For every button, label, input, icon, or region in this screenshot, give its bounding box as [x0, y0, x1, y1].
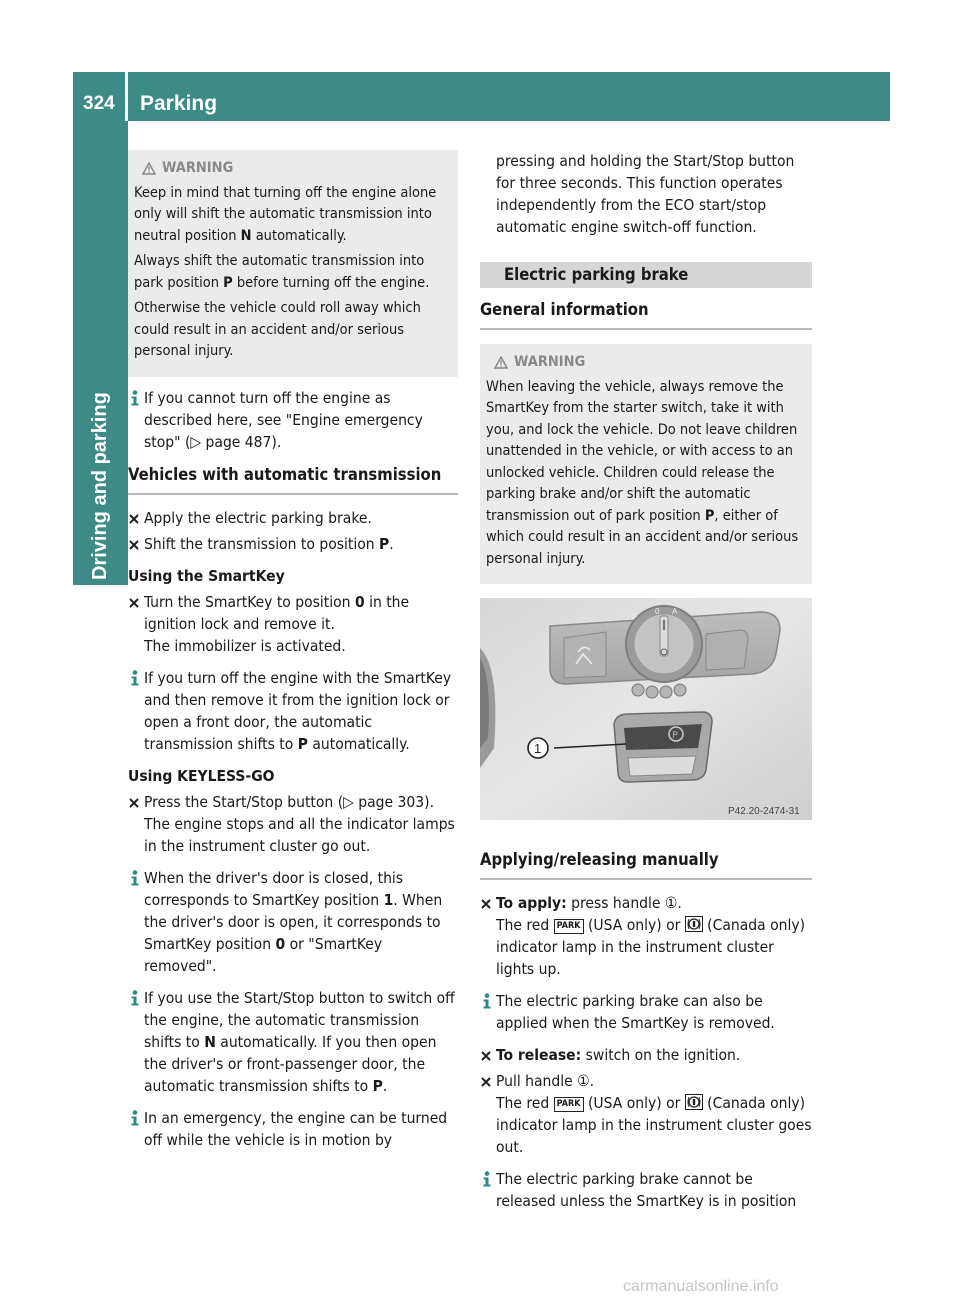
parking-brake-indicator-icon [685, 1094, 703, 1110]
info-icon [128, 670, 141, 686]
subheading-smartkey: Using the SmartKey [128, 566, 285, 585]
warning-title: WARNING [486, 352, 806, 374]
step-item: To apply: press handle ①. The red PARK (USA only) or (Canada only) indicator lamp in the instrument cluster lights up. [480, 892, 812, 980]
step-x-icon [129, 798, 139, 808]
warning-triangle-icon [142, 162, 156, 175]
warning-title: WARNING [134, 158, 452, 180]
step-x-icon [129, 514, 139, 524]
right-column [480, 150, 812, 1222]
lightswitch-mark-p: P [632, 613, 638, 622]
step-item: To release: switch on the ignition. [480, 1044, 812, 1066]
chapter-heading: Electric parking brake [480, 262, 812, 288]
lightswitch-mark-a: A [672, 607, 678, 616]
photo-code: P42.20-2474-31 [728, 806, 800, 817]
step-item: Pull handle ①. The red PARK (USA only) or (Canada only) indicator lamp in the instrument cluster goes out. [480, 1070, 812, 1158]
section-heading: Applying/releasing manually [480, 848, 812, 880]
left-column [128, 150, 458, 1161]
info-icon [480, 1171, 493, 1187]
lightswitch-mark-zero: 0 [655, 607, 660, 616]
step-x-icon [481, 899, 491, 909]
info-note: When the driver's door is closed, this corresponds to SmartKey position 1. When the driver's door is open, it corresponds to SmartKey position 0 or "SmartKey removed". [128, 867, 458, 977]
info-icon [128, 870, 141, 886]
step-x-icon [129, 540, 139, 550]
step-x-icon [129, 598, 139, 608]
parking-brake-illustration [480, 598, 812, 820]
page-title: Parking [140, 92, 218, 115]
info-note: The electric parking brake can also be applied when the SmartKey is removed. [480, 990, 812, 1034]
section-heading: Vehicles with automatic transmission [128, 463, 458, 495]
step-item: Shift the transmission to position P. [128, 533, 458, 555]
callout-1: 1 [534, 741, 542, 756]
parking-brake-photo [480, 598, 812, 820]
watermark: carmanualsonline.info [623, 1278, 779, 1295]
step-x-icon [481, 1051, 491, 1061]
info-icon [128, 390, 141, 406]
parking-brake-indicator-icon [685, 916, 703, 932]
header-separator [125, 72, 128, 121]
section-heading: General information [480, 298, 812, 330]
step-item: Apply the electric parking brake. [128, 507, 458, 529]
warning-para: Otherwise the vehicle could roll away which could result in an accident and/or serious personal injury. [134, 300, 421, 359]
brake-indicator-p: P [672, 730, 678, 740]
warning-para: Always shift the automatic transmission into park position P before turning off the engine. [134, 253, 430, 291]
info-note: In an emergency, the engine can be turned off while the vehicle is in motion by [128, 1107, 458, 1151]
warning-para: When leaving the vehicle, always remove the SmartKey from the starter switch, take it with you, and lock the vehicle. Do not leave children unattended in the vehicle, or with access to an unlocked vehicle. Children could release the parking brake and/or shift the automatic transmission out of park position P, either of which could result in an accident and/or serious personal injury. [486, 378, 799, 567]
info-icon [128, 990, 141, 1006]
info-note: If you turn off the engine with the SmartKey and then remove it from the ignition lock or open a front door, the automatic transmission shifts to P automatically. [128, 667, 458, 755]
info-icon [480, 993, 493, 1009]
info-note: The electric parking brake cannot be released unless the SmartKey is in position [480, 1168, 812, 1212]
side-tab-label: Driving and parking [89, 392, 111, 580]
warning-box [128, 150, 458, 377]
subheading-keyless-go: Using KEYLESS-GO [128, 766, 275, 785]
continued-text: pressing and holding the Start/Stop button for three seconds. This function operates independently from the ECO start/stop automatic engine switch-off function. [496, 152, 795, 236]
page-number: 324 [83, 93, 115, 114]
park-indicator-icon: PARK [554, 919, 584, 934]
step-x-icon [481, 1077, 491, 1087]
step-item: Turn the SmartKey to position 0 in the ignition lock and remove it. The immobilizer is activated. [128, 591, 458, 657]
step-item: Press the Start/Stop button (▷ page 303). The engine stops and all the indicator lamps in the instrument cluster go out. [128, 791, 458, 857]
info-note: If you cannot turn off the engine as described here, see "Engine emergency stop" (▷ page 487). [128, 387, 458, 453]
warning-box [480, 344, 812, 584]
park-indicator-icon: PARK [554, 1097, 584, 1112]
info-icon [128, 1110, 141, 1126]
warning-para: Keep in mind that turning off the engine alone only will shift the automatic transmission into neutral position N automatically. [134, 184, 437, 244]
info-note: If you use the Start/Stop button to switch off the engine, the automatic transmission shifts to N automatically. If you then open the driver's or front-passenger door, the automatic transmission shifts to P. [128, 987, 458, 1097]
warning-triangle-icon [494, 356, 508, 369]
